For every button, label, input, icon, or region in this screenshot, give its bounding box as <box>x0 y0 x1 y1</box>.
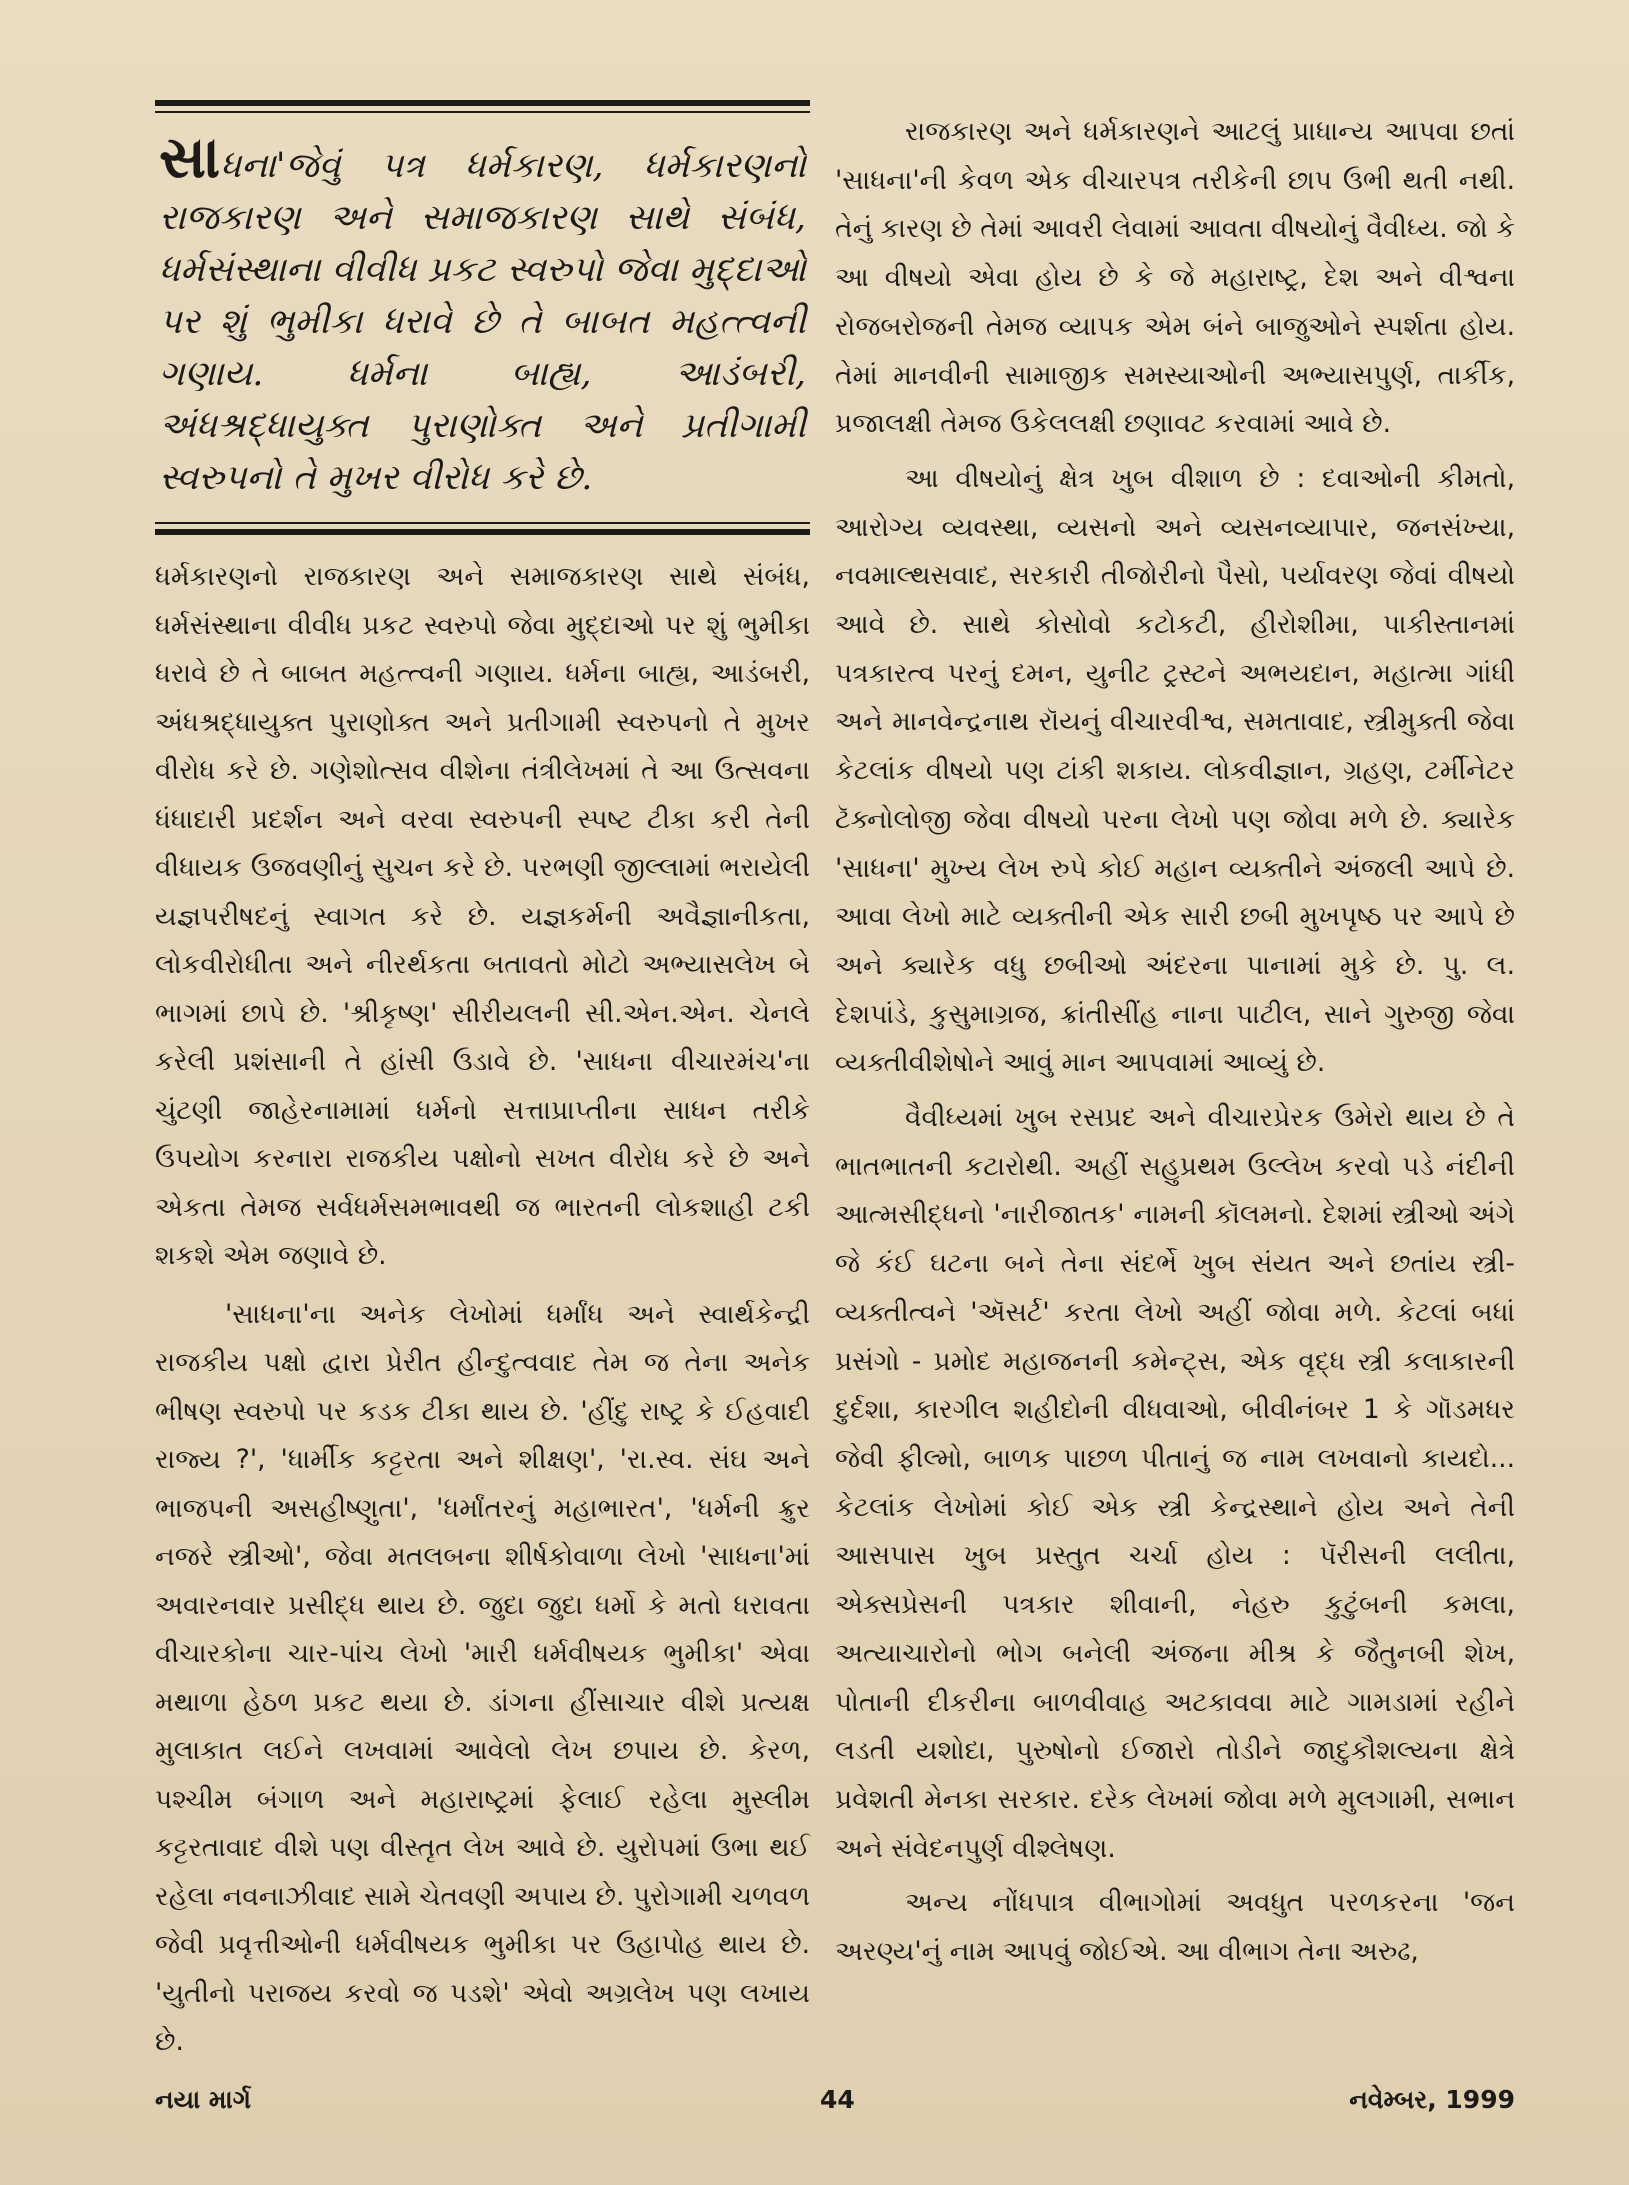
pull-quote-top-rule-thin <box>155 111 810 113</box>
issue-date: નવેમ્બર, 1999 <box>1349 2085 1515 2114</box>
right-paragraph-2: આ વીષયોનું ક્ષેત્ર ખુબ વીશાળ છે : દવાઓની કીમતો, આરોગ્ય વ્યવસ્થા, વ્યસનો અને વ્યસનવ્યાપાર, જનસંખ્યા, નવમાલ્થસવાદ, સરકારી તીજોરીનો પૈસો, પર્યાવરણ જેવાં વીષયો આવે છે. સાથે કોસોવો કટોકટી, હીરોશીમા, પાકીસ્તાનમાં પત્રકારત્વ પરનું દમન, યુનીટ ટ્રસ્ટને અભયદાન, મહાત્મા ગાંધી અને માનવેન્દ્રનાથ રૉયનું વીચારવીશ્વ, સમતાવાદ, સ્ત્રીમુક્તી જેવા કેટલાંક વીષયો પણ ટાંકી શકાય. લોકવીજ્ઞાન, ગ્રહણ, ટર્મીનેટર ટૅક્નોલોજી જેવા વીષયો પરના લેખો પણ જોવા મળે છે. ક્યારેક 'સાધના' મુખ્ય લેખ રુપે કોઈ મહાન વ્યક્તીને અંજલી આપે છે. આવા લેખો માટે વ્યક્તીની એક સારી છબી મુખપૃષ્ઠ પર આપે છે અને ક્યારેક વધુ છબીઓ અંદરના પાનામાં મુકે છે. પુ. લ. દેશપાંડે, કુસુમાગ્રજ, ક્રાંતીસીંહ નાના પાટીલ, સાને ગુરુજી જેવા વ્યક્તીવીશેષોને આવું માન આપવામાં આવ્યું છે. <box>835 462 1515 1079</box>
right-paragraph-1: રાજકારણ અને ધર્મકારણને આટલું પ્રાધાન્ય આપવા છતાં 'સાધના'ની કેવળ એક વીચારપત્ર તરીકેની છાપ ઉભી થતી નથી. તેનું કારણ છે તેમાં આવરી લેવામાં આવતા વીષયોનું વૈવીધ્ય. જો કે આ વીષયો એવા હોય છે કે જે મહારાષ્ટ્ર, દેશ અને વીશ્વના રોજબરોજની તેમજ વ્યાપક એમ બંને બાજુઓને સ્પર્શતા હોય. તેમાં માનવીની સામાજીક સમસ્યાઓની અભ્યાસપુર્ણ, તાર્કીક, પ્રજાલક્ષી તેમજ ઉકેલલક્ષી છણાવટ કરવામાં આવે છે. <box>835 116 1515 440</box>
page-number: 44 <box>820 2085 855 2114</box>
pull-quote-bottom-rule <box>155 529 810 535</box>
left-column <box>155 100 810 2067</box>
left-paragraph-1: ધર્મકારણનો રાજકારણ અને સમાજકારણ સાથે સંબંધ, ધર્મસંસ્થાના વીવીધ પ્રકટ સ્વરુપો જેવા મુદ્દાઓ પર શું ભુમીકા ધરાવે છે તે બાબત મહત્ત્વની ગણાય. ધર્મના બાહ્ય, આડંબરી, અંધશ્રદ્ધાયુક્ત પુરાણોક્ત અને પ્રતીગામી સ્વરુપનો તે મુખર વીરોધ કરે છે. ગણેશોત્સવ વીશેના તંત્રીલેખમાં તે આ ઉત્સવના ધંધાદારી પ્રદર્શન અને વરવા સ્વરુપની સ્પષ્ટ ટીકા કરી તેની વીધાયક ઉજવણીનું સુચન કરે છે. પરભણી જીલ્લામાં ભરાયેલી યજ્ઞપરીષદનું સ્વાગત કરે છે. યજ્ઞકર્મની અવૈજ્ઞાનીકતા, લોકવીરોધીતા અને નીરર્થકતા બતાવતો મોટો અભ્યાસલેખ બે ભાગમાં છાપે છે. 'શ્રીકૃષ્ણ' સીરીયલની સી.એન.એન. ચેનલે કરેલી પ્રશંસાની તે હાંસી ઉડાવે છે. 'સાધના વીચારમંચ'ના ચુંટણી જાહેરનામામાં ધર્મનો સત્તાપ્રાપ્તીના સાધન તરીકે ઉપયોગ કરનારા રાજકીય પક્ષોનો સખત વીરોધ કરે છે અને એકતા તેમજ સર્વધર્મસમભાવથી જ ભારતની લોકશાહી ટકી શકશે એમ જણાવે છે. <box>155 561 810 1271</box>
right-body-text <box>835 108 1515 1977</box>
pull-quote-bottom-rule-thin <box>155 522 810 524</box>
page-footer <box>155 2085 1515 2125</box>
left-body-text <box>155 553 810 2067</box>
publication-name: નયા માર્ગ <box>155 2085 251 2114</box>
pull-quote <box>155 123 810 504</box>
pull-quote-text: ધના'જેવું પત્ર ધર્મકારણ, ધર્મકારણનો રાજકારણ અને સમાજકારણ સાથે સંબંધ, ધર્મસંસ્થાના વીવીધ પ્રકટ સ્વરુપો જેવા મુદ્દાઓ પર શું ભુમીકા ધરાવે છે તે બાબત મહત્ત્વની ગણાય. ધર્મના બાહ્ય, આડંબરી, અંધશ્રદ્ધાયુક્ત પુરાણોક્ત અને પ્રતીગામી સ્વરુપનો તે મુખર વીરોધ કરે છે. <box>159 146 806 498</box>
right-column <box>835 108 1515 1977</box>
pull-quote-lead: સા <box>159 123 221 191</box>
right-paragraph-4: અન્ય નોંધપાત્ર વીભાગોમાં અવધુત પરળકરના 'જન અરણ્ય'નું નામ આપવું જોઈએ. આ વીભાગ તેના અરુઢ, <box>835 1887 1515 1968</box>
left-paragraph-2: 'સાધના'ના અનેક લેખોમાં ધર્માંધ અને સ્વાર્થકેન્દ્રી રાજકીય પક્ષો દ્વારા પ્રેરીત હીન્દુત્વવાદ તેમ જ તેના અનેક ભીષણ સ્વરુપો પર કડક ટીકા થાય છે. 'હીંદુ રાષ્ટ્ર કે ઈહવાદી રાજ્ય ?', 'ધાર્મીક કટ્ટરતા અને શીક્ષણ', 'રા.સ્વ. સંઘ અને ભાજપની અસહીષ્ણુતા', 'ધર્માંતરનું મહાભારત', 'ધર્મની ક્રુર નજરે સ્ત્રીઓ', જેવા મતલબના શીર્ષકોવાળા લેખો 'સાધના'માં અવારનવાર પ્રસીદ્ધ થાય છે. જુદા જુદા ધર્મો કે મતો ધરાવતા વીચારકોના ચાર-પાંચ લેખો 'મારી ધર્મવીષયક ભુમીકા' એવા મથાળા હેઠળ પ્રકટ થયા છે. ડાંગના હીંસાચાર વીશે પ્રત્યક્ષ મુલાકાત લઈને લખવામાં આવેલો લેખ છપાય છે. કેરળ, પશ્ચીમ બંગાળ અને મહારાષ્ટ્રમાં ફેલાઈ રહેલા મુસ્લીમ કટ્ટરતાવાદ વીશે પણ વીસ્તૃત લેખ આવે છે. યુરોપમાં ઉભા થઈ રહેલા નવનાઝીવાદ સામે ચેતવણી અપાય છે. પુરોગામી ચળવળ જેવી પ્રવૃત્તીઓની ધર્મવીષયક ભુમીકા પર ઉહાપોહ થાય છે. 'યુતીનો પરાજય કરવો જ પડશે' એવો અગ્રલેખ પણ લખાય છે. <box>155 1298 810 2057</box>
pull-quote-top-rule <box>155 100 810 106</box>
right-paragraph-3: વૈવીધ્યમાં ખુબ રસપ્રદ અને વીચારપ્રેરક ઉમેરો થાય છે તે ભાતભાતની કટારોથી. અહીં સહુપ્રથમ ઉલ્લેખ કરવો પડે નંદીની આત્મસીદ્ધનો 'નારીજાતક' નામની કૉલમનો. દેશમાં સ્ત્રીઓ અંગે જે કંઈ ઘટના બને તેના સંદર્ભે ખુબ સંયત અને છતાંય સ્ત્રી-વ્યક્તીત્વને 'ઍસર્ટ' કરતા લેખો અહીં જોવા મળે. કેટલાં બધાં પ્રસંગો - પ્રમોદ મહાજનની કમેન્ટ્સ, એક વૃદ્ધ સ્ત્રી કલાકારની દુર્દશા, કારગીલ શહીદોની વીધવાઓ, બીવીનંબર 1 કે ગૉડમધર જેવી ફીલ્મો, બાળક પાછળ પીતાનું જ નામ લખવાનો કાયદો... કેટલાંક લેખોમાં કોઈ એક સ્ત્રી કેન્દ્રસ્થાને હોય અને તેની આસપાસ ખુબ પ્રસ્તુત ચર્ચા હોય : પૅરીસની લલીતા, એક્સપ્રેસની પત્રકાર શીવાની, નેહરુ કુટુંબની કમલા, અત્યાચારોનો ભોગ બનેલી અંજના મીશ્ર કે જૈતુનબી શેખ, પોતાની દીકરીના બાળવીવાહ અટકાવવા માટે ગામડામાં રહીને લડતી યશોદા, પુરુષોનો ઈજારો તોડીને જાદુકૌશલ્યના ક્ષેત્રે પ્રવેશતી મેનકા સરકાર. દરેક લેખમાં જોવા મળે મુલગામી, સભાન અને સંવેદનપુર્ણ વીશ્લેષણ. <box>835 1102 1515 1864</box>
